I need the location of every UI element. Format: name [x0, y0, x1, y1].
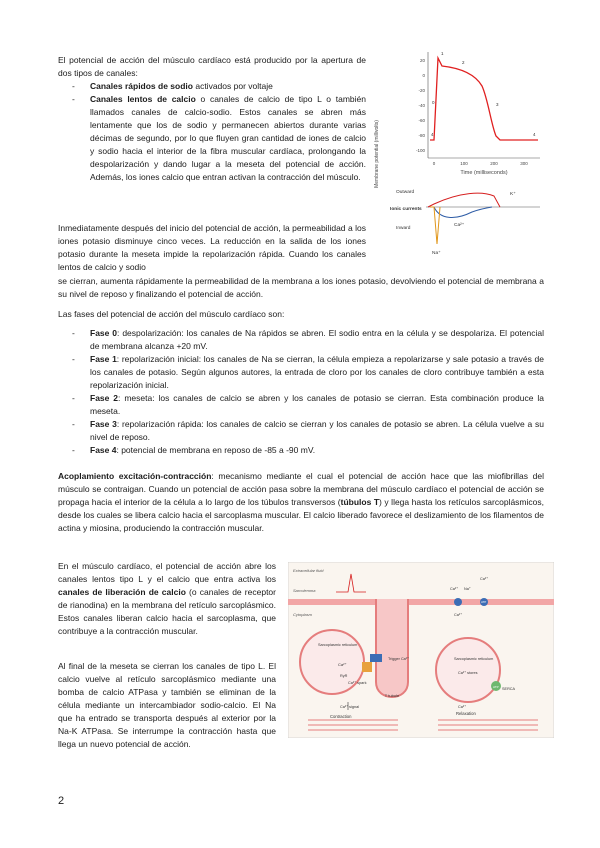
potassium-paragraph-top: Inmediatamente después del inicio del potencial de acción, la permeabilidad a los iones potasio disminuye cinco veces. La reducción en la salida de los iones potasio durante la meseta impide la repolarización rápida. Cuando los canales lentos de calcio y sodio: [58, 223, 366, 272]
ecc-figure: [288, 562, 554, 738]
contraction-label: Contraction: [330, 714, 352, 719]
phase-1-item: - Fase 1: repolarización inicial: los canales de Na se cierran, la célula empieza a repolarizarse y sale potasio a través de los canales de potasio. Según algunos autores, la entrada de cloro por los canales de cloro contribuye también a esta repolarización inicial.: [58, 353, 544, 392]
l-type-channel: [370, 654, 382, 662]
inward-label: Inward: [396, 226, 411, 231]
phase-2-item: - Fase 2: meseta: los canales de calcio se abren y los canales de potasio se cierran. Esta combinación produce la meseta.: [58, 392, 544, 418]
serca-label: SERCA: [502, 687, 516, 691]
channel-fast-item: - Canales rápidos de sodio activados por voltaje: [58, 80, 366, 93]
phase-label: 3: [496, 102, 499, 107]
plateau-end-paragraph: Al final de la meseta se cierran los canales de tipo L. El calcio vuelve al retículo sarcoplásmico mediante una bomba de calcio ATPasa y también se eliminan de la célula mediante un intercambiador sodio-calcio. El Na que ha entrado se transporta después al exterior por la Na-K ATPasa. Se interrumpe la contracción hasta que llega un nuevo potencial de acción.: [58, 661, 276, 749]
ionic-currents-label: Ionic currents: [390, 207, 422, 212]
na-current-label: Na⁺: [432, 251, 441, 256]
atp2-label: ATP: [493, 685, 499, 689]
k-current: [428, 193, 500, 207]
t-tubule: [376, 599, 408, 697]
ap-x-tick: 300: [520, 161, 528, 166]
ca-current: [434, 207, 492, 217]
ncx-exchanger: [454, 598, 462, 606]
page-number: 2: [58, 795, 65, 807]
ap-x-label: Time (milliseconds): [460, 170, 508, 176]
ap-y-tick: -40: [418, 103, 425, 108]
sr-right: [436, 638, 500, 702]
ap-y-tick: -100: [415, 148, 425, 153]
ap-x-ticks: [433, 161, 529, 166]
coupling-paragraph: Acoplamiento excitación-contracción: mecanismo mediante el cual el potencial de acción hace que las miofibrillas del músculo se contraigan. Cuando un potencial de acción pasa sobre la membrana del músculo cardíaco el potencial de acción se propaga hacia el interior de la célula a lo largo de los túbulos transversos (túbulos T) y llega hasta los retículos sarcoplásmicos, desde los cuales se libera calcio hacia el sarcoplasma muscular. El calcio liberado favorece el deslizamiento de los filamentos de actina y miosina, produciendo la contracción muscular.: [58, 471, 544, 533]
k-current-label: K⁺: [510, 192, 516, 197]
phase-label: 4: [431, 132, 434, 137]
sr-left-label: Sarcoplasmic reticulum: [318, 643, 358, 647]
ap-y-tick: -60: [418, 118, 425, 123]
ca-mid-label: Ca²⁺: [454, 613, 463, 617]
ap-y-ticks: [416, 58, 426, 153]
ca-current-label: Ca²⁺: [454, 223, 465, 228]
sarcolemma-membrane: [288, 599, 554, 605]
phase-label: 2: [462, 60, 465, 65]
calcium-release-paragraph: En el músculo cardíaco, el potencial de acción abre los canales lentos tipo L y el calcio que entra activa los canales de liberación de calcio (o canales de receptor de rianodina) en la membrana del retículo sarcoplásmico. Estos canales liberan calcio hacia el sarcoplasma, que contribuye a la contracción muscular.: [58, 561, 276, 636]
sr-right-label: Sarcoplasmic reticulum: [454, 657, 494, 661]
atp-label: ATP: [481, 600, 487, 604]
channel-slow-item: - Canales lentos de calcio o canales de calcio de tipo L o también llamados canales de calcio-sodio. Estos canales se abren más lentamente que los de sodio y permanecen abiertos durante varias décimas de segundo, por lo que fluyen gran cantidad de iones de calcio y sodio hacia el interior de la fibra muscular cardíaca, prolongando la despolarización y dando lugar a la meseta del potencial de acción. Además, los iones calcio que entran activan la contracción del músculo.: [58, 93, 366, 184]
phases-list: [58, 327, 544, 457]
phase-label: 4: [533, 132, 536, 137]
ca-signal-label: Ca²⁺ signal: [340, 705, 360, 709]
ca-stores-label: Ca²⁺ stores: [458, 671, 478, 675]
ryr-channel: [362, 662, 372, 672]
ryr-label: RyR: [340, 674, 348, 678]
phase-0-item: - Fase 0: despolarización: los canales de Na rápidos se abren. El sodio entra en la célula y se despolariza. El potencial de membrana alcanza +20 mV.: [58, 327, 544, 353]
ap-y-tick: -20: [418, 88, 425, 93]
phase-label: 0: [432, 100, 435, 105]
na-top-label: Na⁺: [464, 587, 471, 591]
ap-x-tick: 100: [460, 161, 468, 166]
ap-y-tick: 0: [422, 73, 425, 78]
ca-spark-label: Ca²⁺ spark: [348, 681, 367, 685]
ap-x-tick: 0: [432, 161, 436, 166]
action-potential-figure: [370, 44, 550, 264]
potassium-paragraph-bottom: se cierran, aumenta rápidamente la permeabilidad de la membrana a los iones potasio, devolviendo el potencial de membrana a su nivel de reposo y finalizando el potencial de acción.: [58, 276, 544, 299]
ap-y-label: Membrane potential (millivolts): [374, 120, 380, 188]
ap-curve: [430, 58, 538, 140]
ap-y-tick: 20: [419, 58, 425, 63]
extracellular-label: Extracellular fluid: [293, 568, 324, 573]
sarcolemma-label: Sarcolemma: [293, 588, 316, 593]
ap-phase-labels: [431, 51, 536, 137]
ap-x-tick: 200: [490, 161, 498, 166]
ap-y-tick: -80: [418, 133, 425, 138]
cytoplasm-label: Cytoplasm: [293, 612, 312, 617]
ca-relax-label: Ca²⁺: [458, 705, 467, 709]
phases-intro: Las fases del potencial de acción del músculo cardíaco son:: [58, 309, 285, 319]
ca-top-label: Ca²⁺: [450, 587, 459, 591]
outward-label: Outward: [396, 190, 415, 195]
ca-left-label: Ca²⁺: [338, 662, 347, 667]
phase-3-item: - Fase 3: repolarización rápida: los canales de calcio se cierran y los canales de potasio se abren. La célula vuelve a su nivel de reposo.: [58, 418, 544, 444]
phase-4-item: - Fase 4: potencial de membrana en reposo de -85 a -90 mV.: [58, 444, 544, 457]
intro-paragraph: El potencial de acción del músculo cardíaco está producido por la apertura de dos tipos de canales:: [58, 55, 366, 78]
phase-label: 1: [441, 51, 444, 56]
t-tubule-label: T tubule: [384, 693, 400, 698]
relaxation-label: Relaxation: [456, 711, 476, 716]
ca-right-top-label: Ca²⁺: [480, 577, 489, 581]
trigger-ca-label: Trigger Ca²⁺: [388, 657, 410, 661]
channel-types-list: [58, 80, 366, 184]
